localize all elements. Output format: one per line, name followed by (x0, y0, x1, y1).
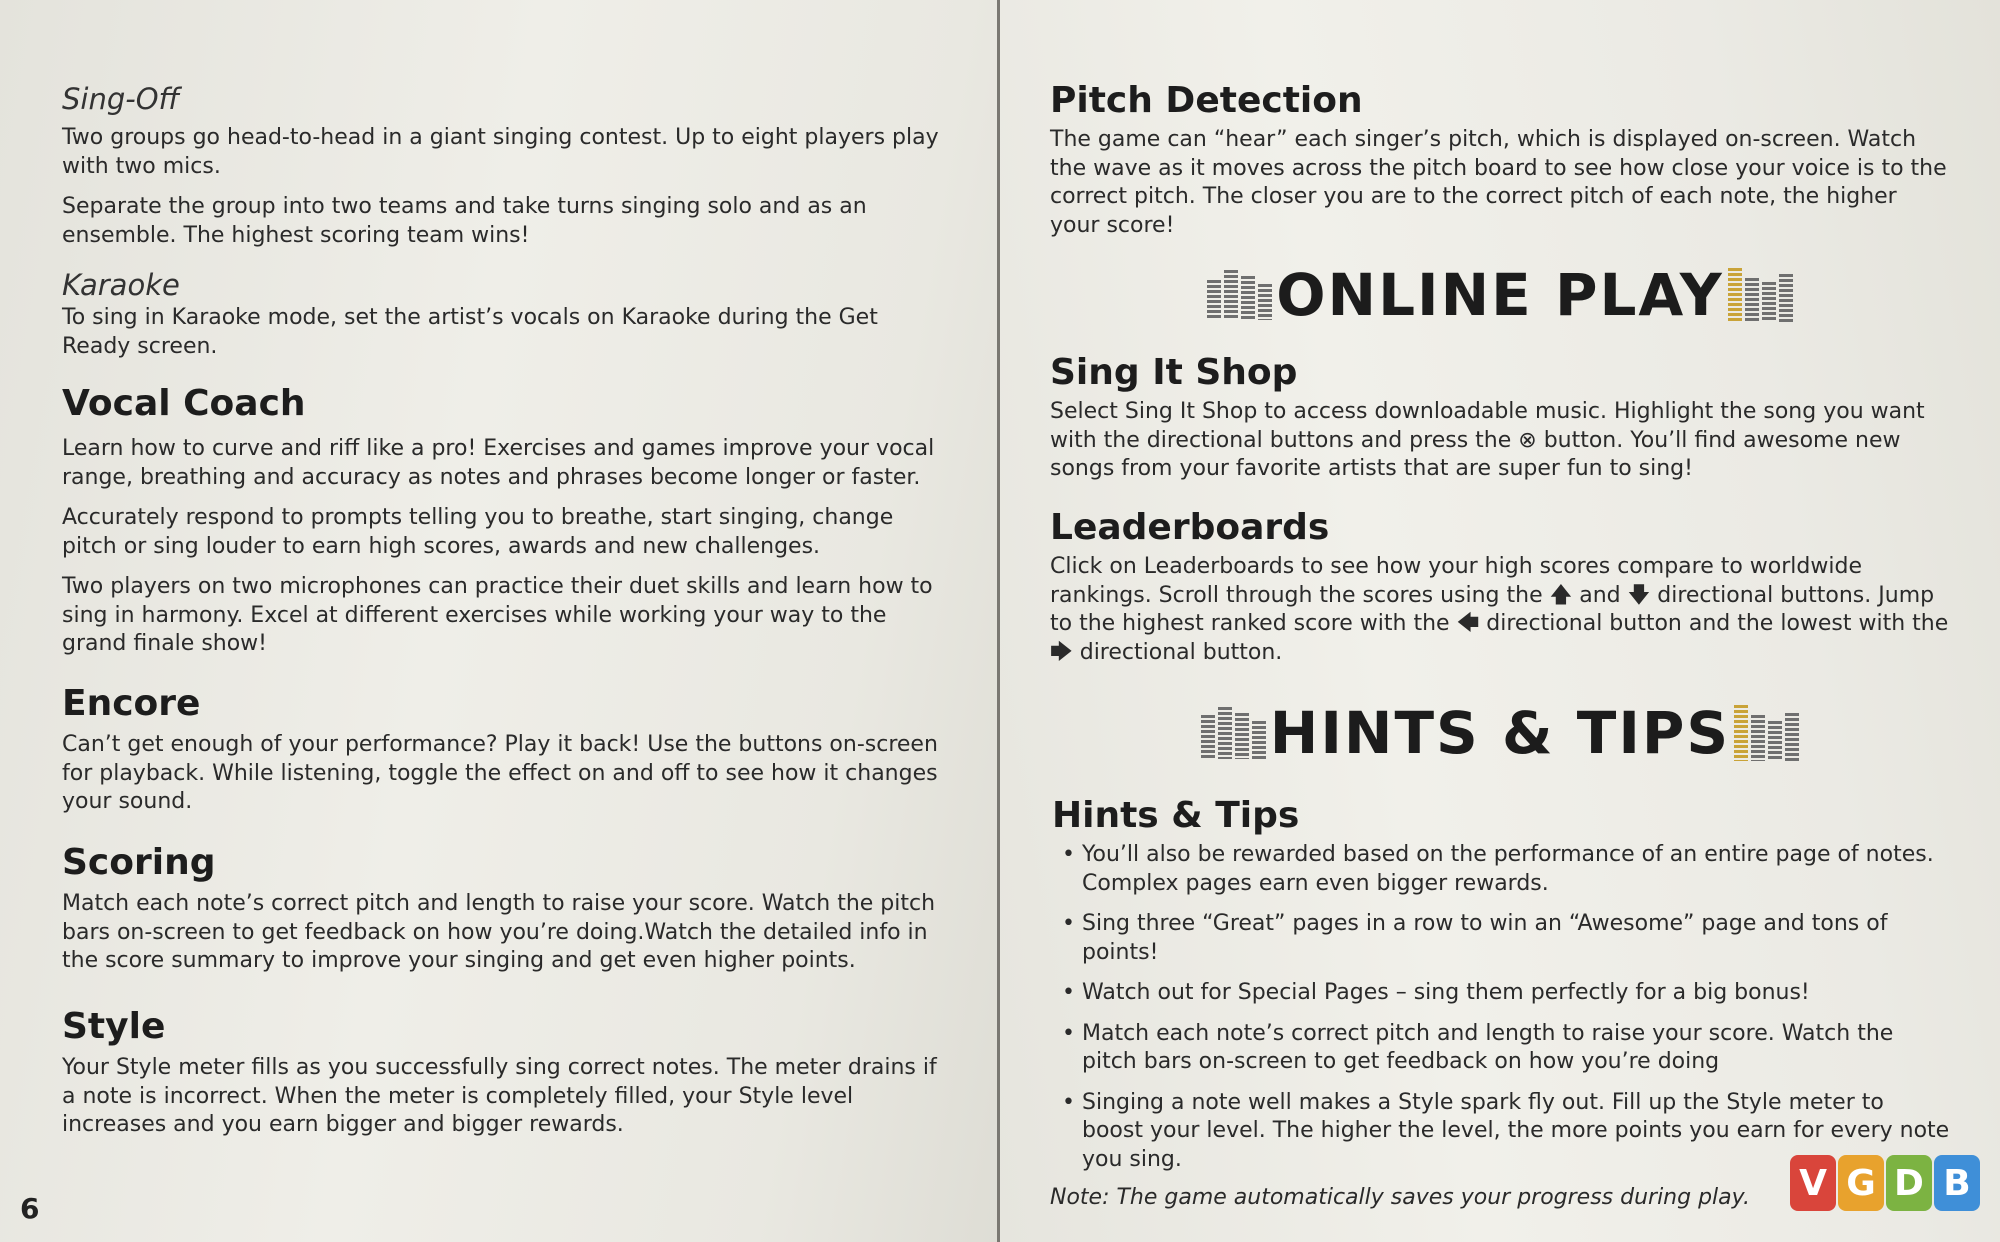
leaderboards-text-d: directional button and the lowest with the (1486, 611, 1949, 636)
cross-button-icon: ⊗ (1518, 427, 1537, 453)
section-encore (62, 681, 947, 817)
scoring-paragraph-1: Match each note’s correct pitch and length to raise your score. Watch the pitch bars on-screen to get feedback on how you’re doing.Watch the detailed info in the score summary to improve your singing and get even higher points. (62, 891, 936, 973)
right-arrow-icon: 🡆 (1050, 639, 1073, 665)
equalizer-right-icon (1734, 705, 1799, 761)
hint-item-1: • You’ll also be rewarded based on the performance of an entire page of notes. Complex pages earn even bigger rewards. (1050, 841, 1950, 898)
section-leaderboards (1050, 505, 1950, 667)
left-page (0, 0, 998, 1242)
heading-encore: Encore (62, 683, 201, 724)
leaderboards-text-b: and (1579, 582, 1621, 608)
vocal-coach-paragraph-3: Two players on two microphones can practice their duet skills and learn how to sing in harmony. Excel at different exercises while working your way to the grand finale show! (62, 574, 933, 656)
online-play-banner (1200, 255, 1800, 335)
heading-sing-it-shop: Sing It Shop (1050, 352, 1298, 393)
section-scoring (62, 840, 947, 976)
autosave-note: Note: The game automatically saves your progress during play. (1050, 1185, 1750, 1210)
section-sing-it-shop (1050, 350, 1950, 484)
hint-item-3: • Watch out for Special Pages – sing them perfectly for a big bonus! (1050, 979, 1950, 1008)
hint-item-5: • Singing a note well makes a Style spark fly out. Fill up the Style meter to boost your level. The higher the level, the more points you earn for every note you sing. (1050, 1089, 1950, 1175)
right-page (1000, 0, 2000, 1242)
hints-tips-banner-title: HINTS & TIPS (1269, 699, 1731, 767)
heading-style: Style (62, 1006, 166, 1047)
section-sing-off (62, 80, 947, 250)
sing-it-shop-text-b: button. You’ll find awesome new songs from your favorite artists that are super fun to sing! (1050, 427, 1901, 481)
equalizer-left-icon (1207, 270, 1272, 320)
heading-hints-tips: Hints & Tips (1052, 795, 1300, 836)
section-vocal-coach (62, 381, 947, 659)
heading-leaderboards: Leaderboards (1050, 507, 1330, 548)
sing-it-shop-paragraph-1 (1050, 398, 1950, 484)
vgdb-watermark-logo (1790, 1155, 1980, 1211)
hint-item-2: • Sing three “Great” pages in a row to win an “Awesome” page and tons of points! (1050, 910, 1950, 967)
heading-sing-off: Sing-Off (62, 82, 180, 116)
encore-paragraph-1: Can’t get enough of your performance? Play it back! Use the buttons on-screen for playback. While listening, toggle the effect on and off to see how it changes your sound. (62, 732, 938, 814)
equalizer-right-icon (1728, 268, 1793, 322)
sing-off-paragraph-2: Separate the group into two teams and take turns singing solo and as an ensemble. The highest scoring team wins! (62, 194, 867, 248)
vocal-coach-paragraph-2: Accurately respond to prompts telling you to breathe, start singing, change pitch or sing louder to earn high scores, awards and new challenges. (62, 505, 894, 559)
section-karaoke (62, 266, 947, 361)
logo-letter-g: G (1838, 1155, 1884, 1211)
up-arrow-icon: 🡅 (1549, 582, 1573, 608)
section-hints-tips (1050, 793, 1950, 1212)
logo-letter-v: V (1790, 1155, 1836, 1211)
online-play-title: ONLINE PLAY (1276, 261, 1724, 329)
heading-karaoke: Karaoke (62, 268, 180, 302)
vocal-coach-paragraph-1: Learn how to curve and riff like a pro! Exercises and games improve your vocal range, breathing and accuracy as notes and phrases become longer or faster. (62, 436, 935, 490)
hint-item-4: • Match each note’s correct pitch and length to raise your score. Watch the pitch bars on-screen to get feedback on how you’re doing (1050, 1020, 1950, 1077)
leaderboards-text-e: directional button. (1079, 639, 1283, 665)
heading-scoring: Scoring (62, 842, 216, 883)
sing-off-paragraph-1: Two groups go head-to-head in a giant singing contest. Up to eight players play with two mics. (62, 125, 939, 179)
leaderboards-text-c: directional buttons. Jump to the highest ranked score with the (1050, 582, 1935, 636)
logo-letter-b: B (1934, 1155, 1980, 1211)
left-arrow-icon: 🡄 (1456, 611, 1480, 636)
heading-pitch-detection: Pitch Detection (1050, 80, 1363, 121)
karaoke-paragraph-1: To sing in Karaoke mode, set the artist’s vocals on Karaoke during the Get Ready screen. (62, 305, 878, 359)
down-arrow-icon: 🡇 (1627, 582, 1651, 608)
section-pitch-detection (1050, 78, 1950, 240)
sing-it-shop-text-a: Select Sing It Shop to access downloadable music. Highlight the song you want with the directional buttons and press the (1050, 399, 1925, 453)
style-paragraph-1: Your Style meter fills as you successfully sing correct notes. The meter drains if a note is incorrect. When the meter is completely filled, your Style level increases and you earn bigger and bigger rewards. (62, 1055, 937, 1137)
section-style (62, 1004, 947, 1140)
hints-list (1050, 841, 1950, 1174)
pitch-detection-paragraph-1: The game can “hear” each singer’s pitch, which is displayed on-screen. Watch the wave as it moves across the pitch board to see how close your voice is to the correct pitch. The closer you are to the correct pitch of each note, the higher your score! (1050, 127, 1947, 238)
leaderboards-text-a: Click on Leaderboards to see how your high scores compare to worldwide rankings. Scroll through the scores using the (1050, 554, 1862, 608)
hints-tips-banner (1200, 693, 1800, 773)
heading-vocal-coach: Vocal Coach (62, 383, 306, 424)
page-number: 6 (20, 1192, 40, 1225)
equalizer-left-icon (1201, 707, 1266, 759)
logo-letter-d: D (1886, 1155, 1932, 1211)
leaderboards-paragraph-1 (1050, 553, 1950, 667)
